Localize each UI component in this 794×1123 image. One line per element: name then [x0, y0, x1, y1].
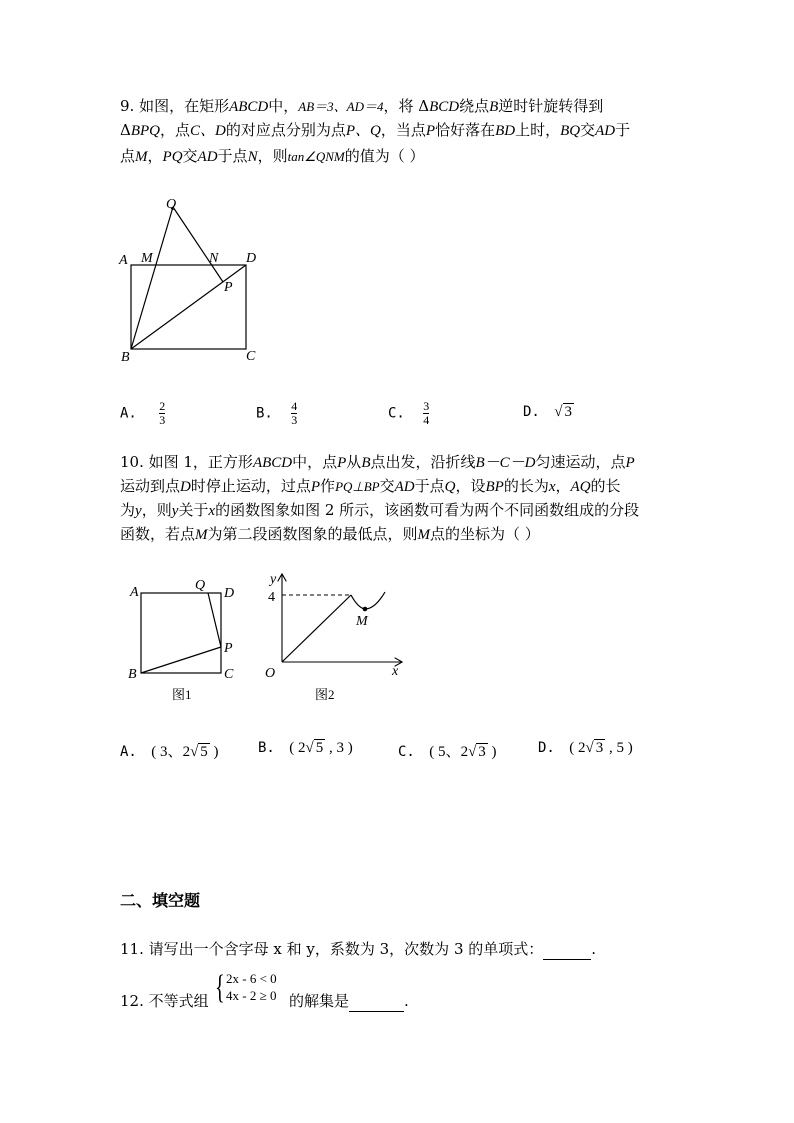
- q9-text: 的值为（ ）: [344, 147, 425, 165]
- q12-text: 12. 不等式组: [120, 992, 209, 1010]
- q9-text: 交: [580, 121, 596, 139]
- option-label: C.: [398, 744, 415, 760]
- q10-point: M: [195, 527, 208, 543]
- coord-coef: 2: [182, 744, 191, 760]
- q10-figure-2: [258, 565, 408, 705]
- coord-x: 3: [160, 744, 168, 760]
- q9-label-n: N: [209, 251, 219, 266]
- q9-label-p: P: [224, 280, 233, 295]
- q9-point: N: [247, 149, 258, 165]
- q9-option-c[interactable]: [388, 400, 429, 427]
- q9-label-c: C: [246, 349, 256, 364]
- q10-line4: [120, 523, 540, 546]
- q9-segment-bq: [131, 207, 173, 349]
- q12-text: 的解集是: [289, 992, 350, 1010]
- q9-point: B: [489, 99, 499, 115]
- q10-point: P: [337, 455, 347, 471]
- q10-text: 为: [120, 501, 136, 519]
- option-label: A.: [120, 744, 137, 760]
- q9-text: 交: [182, 147, 198, 165]
- q10-label-4: 4: [268, 590, 275, 605]
- q12-row1: 2x - 6 < 0: [226, 971, 277, 986]
- option-label: A.: [120, 405, 137, 422]
- fraction-numerator: 4: [291, 399, 298, 413]
- option-label: D.: [523, 404, 540, 420]
- q11-text: 11. 请写出一个含字母 x 和 y，系数为 3，次数为 3 的单项式：: [120, 940, 544, 958]
- q10-text: 的长: [590, 477, 621, 495]
- coord-x: 5: [438, 744, 446, 760]
- q9-line1: [120, 95, 603, 118]
- q10-line2: [120, 475, 621, 498]
- q9-text: ，则: [257, 147, 288, 165]
- q9-text: 绕点: [459, 97, 490, 115]
- q10-label-x: x: [392, 664, 399, 679]
- q10-option-c[interactable]: C. ( 5、2√ 3 ): [398, 744, 497, 760]
- q10-var: y: [135, 503, 142, 519]
- q10-label-q: Q: [195, 578, 206, 593]
- q10-text: 从: [346, 453, 362, 471]
- fraction-denominator: 3: [159, 413, 166, 427]
- q10-graph-seg1: [282, 595, 351, 662]
- q9-label-q: Q: [166, 197, 177, 212]
- q10-text: 的长为: [503, 477, 549, 495]
- q12: [120, 990, 209, 1012]
- sqrt-radicand: 3: [564, 404, 573, 420]
- option-label: B.: [256, 405, 273, 422]
- q11: [120, 938, 596, 960]
- q9-label-d: D: [246, 251, 257, 266]
- q10-label-a: A: [130, 585, 139, 600]
- q10-text: 匀速运动，点: [535, 453, 626, 471]
- q10-point-m: [363, 607, 368, 612]
- q9-option-d[interactable]: D. √ 3: [523, 404, 573, 420]
- q9-line2: [120, 119, 630, 142]
- q9-text: 逆时针旋转得到: [498, 97, 604, 115]
- q11-answer-blank[interactable]: [543, 959, 591, 960]
- q9-tan-expr: tan∠QNM: [287, 149, 345, 164]
- fraction-numerator: 3: [423, 399, 430, 413]
- option-label: B.: [258, 740, 275, 756]
- q9-label-a: A: [119, 253, 128, 268]
- fraction-numerator: 2: [159, 399, 166, 413]
- q10-label-p: P: [224, 641, 233, 656]
- fraction-denominator: 4: [423, 413, 430, 427]
- q9-option-a[interactable]: [120, 400, 165, 427]
- q10-text: 10. 如图 1，正方形: [120, 453, 253, 471]
- q10-figure-1: [120, 575, 245, 705]
- q10-label-m: M: [356, 614, 368, 629]
- q10-var: x: [548, 479, 556, 495]
- coord-y: 3: [336, 740, 345, 756]
- q9-points: P、Q: [345, 123, 381, 139]
- q10-label-b: B: [128, 667, 137, 682]
- q10-text: 的函数图象如图 2 所示，该函数可看为两个不同函数组成的分段: [215, 501, 640, 519]
- q9-point: P: [425, 123, 436, 139]
- q9-segment: BD: [495, 123, 516, 139]
- q9-text: ，将 Δ: [383, 97, 430, 115]
- q9-text: 恰好落在: [435, 121, 496, 139]
- q10-label-o: O: [265, 666, 276, 681]
- coord-coef: 2: [460, 744, 469, 760]
- sqrt-radicand: 5: [315, 740, 324, 756]
- q9-segment: BQ: [560, 123, 581, 139]
- q10-segment: BP: [485, 479, 504, 495]
- q9-text: 9. 如图，在矩形: [120, 97, 230, 115]
- q10-point: Q: [444, 479, 456, 495]
- q9-text: ，点: [160, 121, 191, 139]
- q9-segment: AD: [595, 123, 616, 139]
- q10-square: [141, 593, 221, 673]
- q10-segment-pq: [208, 593, 221, 647]
- q9-segment: AD: [197, 149, 218, 165]
- option-label: C.: [388, 405, 405, 422]
- q10-text: 中，点: [292, 453, 338, 471]
- q10-perp: PQ⊥BP: [335, 479, 380, 494]
- q9-triangle: BCD: [429, 99, 460, 115]
- q12-tail: [289, 990, 409, 1012]
- q10-var: x: [208, 503, 216, 519]
- q10-fig2-caption: 图2: [315, 687, 335, 702]
- q10-point: P: [625, 455, 635, 471]
- q10-text: 运动到点: [120, 477, 181, 495]
- q9-figure: [110, 190, 270, 370]
- q12-end: .: [404, 992, 409, 1010]
- q9-text: 点: [120, 147, 136, 165]
- sqrt-radicand: 3: [478, 744, 486, 760]
- q10-text: 交: [379, 477, 395, 495]
- q9-text: 上时，: [515, 121, 561, 139]
- sqrt-radicand: 5: [200, 744, 208, 760]
- q10-line3: [120, 499, 639, 522]
- q9-segment-qp: [173, 207, 223, 282]
- q12-brace: {: [215, 969, 225, 1006]
- q11-end: .: [591, 940, 597, 958]
- q10-fig1-caption: 图1: [172, 687, 192, 702]
- q10-segment: AD: [394, 479, 415, 495]
- coord-coef: 2: [298, 740, 306, 756]
- q9-label-m: M: [141, 251, 153, 266]
- q10-text: 函数，若点: [120, 525, 196, 543]
- section-heading: 二、填空题: [120, 891, 201, 910]
- q9-diagonal-bd: [131, 265, 246, 349]
- q9-segment: PQ: [162, 149, 183, 165]
- q10-text: 点的坐标为（ ）: [430, 525, 540, 543]
- q10-label-d: D: [224, 586, 235, 601]
- q10-text: 为第二段函数图象的最低点，则: [207, 525, 418, 543]
- fraction-denominator: 3: [291, 413, 298, 427]
- q9-text: Δ: [120, 121, 131, 139]
- q10-option-d[interactable]: D. ( 2√ 3 , 5 ): [538, 740, 633, 756]
- q10-text: ，: [555, 477, 571, 495]
- q12-answer-blank[interactable]: [349, 1011, 404, 1012]
- q10-text: 作: [320, 477, 336, 495]
- q9-text: ，: [147, 147, 163, 165]
- q9-text: ，当点: [380, 121, 426, 139]
- q9-text: 于: [615, 121, 631, 139]
- q9-label-b: B: [121, 350, 130, 365]
- coord-coef: 2: [578, 740, 586, 756]
- q10-point: B: [361, 455, 371, 471]
- q10-square-name: ABCD: [252, 455, 293, 471]
- q9-text: 的对应点分别为点: [225, 121, 346, 139]
- q10-text: 于点: [414, 477, 445, 495]
- q10-label-y: y: [270, 572, 277, 587]
- q12-row2: 4x - 2 ≥ 0: [226, 988, 277, 1003]
- q10-point: D: [180, 479, 191, 495]
- q10-var: y: [171, 503, 179, 519]
- q10-text: 时停止运动，过点: [190, 477, 311, 495]
- q12-system: [226, 970, 277, 1004]
- q10-point: P: [310, 479, 321, 495]
- q9-option-b[interactable]: [256, 400, 297, 427]
- q9-text: 于点: [217, 147, 248, 165]
- q10-text: ，设: [455, 477, 486, 495]
- coord-y: 5: [616, 740, 625, 756]
- q10-text: ，则: [141, 501, 172, 519]
- q10-segment: AQ: [570, 479, 591, 495]
- q9-triangle: BPQ: [130, 123, 161, 139]
- q9-point: M: [135, 149, 148, 165]
- q10-line1: [120, 451, 635, 474]
- q10-option-a[interactable]: A. ( 3、2√ 5 ): [120, 744, 219, 760]
- q10-graph-seg2: [351, 592, 385, 609]
- q10-segment-bp: [141, 647, 221, 673]
- q10-text: 点出发，沿折线: [370, 453, 476, 471]
- q10-label-c: C: [224, 667, 234, 682]
- sqrt-radicand: 3: [595, 740, 604, 756]
- q10-option-b[interactable]: B. ( 2√ 5 , 3 ): [258, 740, 353, 756]
- q10-path: B－C－D: [475, 455, 536, 471]
- q9-text: 中，: [268, 97, 299, 115]
- q9-line3: [120, 145, 425, 168]
- q9-given: AB＝3、AD＝4: [298, 99, 384, 114]
- q10-point: M: [417, 527, 431, 543]
- q9-rect-name: ABCD: [229, 99, 269, 115]
- q9-points: C、D: [190, 123, 226, 139]
- option-label: D.: [538, 740, 555, 756]
- q10-text: 关于: [178, 501, 209, 519]
